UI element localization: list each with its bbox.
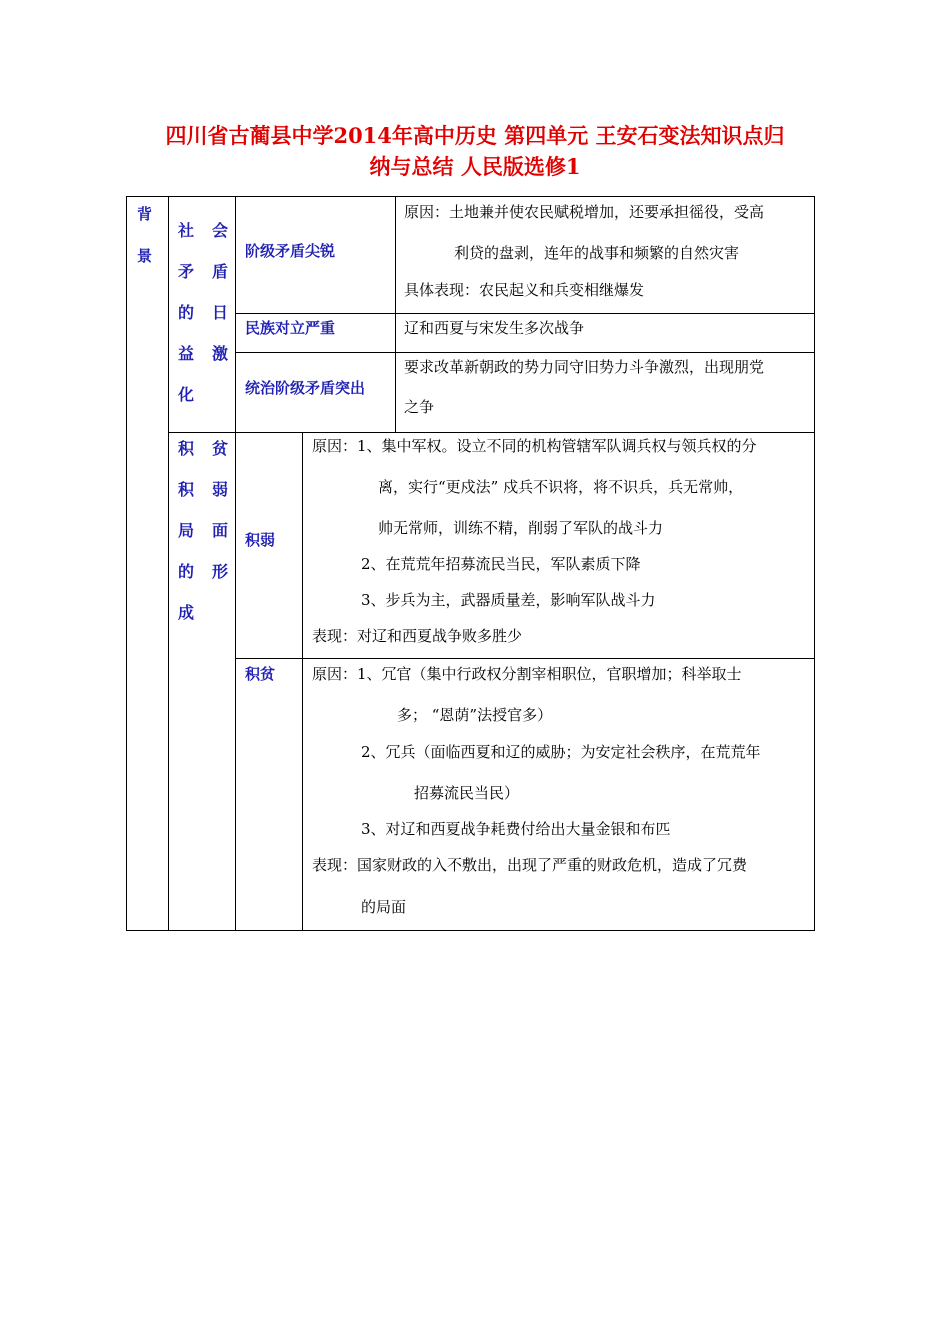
row-label-financial-poverty: 积贫: [245, 665, 276, 683]
content-line: 之争: [404, 398, 435, 416]
row-divider-2: [235, 352, 815, 353]
row-divider-3: [168, 432, 815, 433]
table-border-right: [814, 196, 815, 931]
category-pair: 益 激: [178, 344, 228, 363]
column-divider-2: [235, 196, 236, 931]
content-line: 帅无常师，训练不精，削弱了军队的战斗力: [378, 519, 664, 537]
content-line: 原因：1、冗官（集中行政权分割宰相职位，官职增加；科举取士: [312, 665, 742, 683]
row-divider-4: [235, 658, 815, 659]
row-divider-1: [235, 313, 815, 314]
category-pair: 局 面: [178, 521, 228, 540]
document-title: [120, 120, 830, 182]
table-border-left: [126, 196, 127, 931]
category-pair: 的 日: [178, 303, 228, 322]
column-divider-1: [168, 196, 169, 931]
content-line: 要求改革新朝政的势力同守旧势力斗争激烈，出现朋党: [404, 358, 765, 376]
title-line-1: 四川省古蔺县中学2014年高中历史 第四单元 王安石变法知识点归: [165, 123, 785, 148]
table-border-bottom: [126, 930, 815, 931]
background-char: 背: [137, 205, 153, 223]
category-pair: 矛 盾: [178, 262, 228, 281]
category-pair: 化: [178, 385, 195, 404]
row-label-ruling-conflict: 统治阶级矛盾突出: [245, 379, 366, 397]
category-pair: 成: [178, 603, 195, 622]
table-border-top: [126, 196, 815, 197]
content-line: 表现：国家财政的入不敷出，出现了严重的财政危机，造成了冗费: [312, 856, 748, 874]
category-pair: 社 会: [178, 221, 228, 240]
row-label-class-conflict: 阶级矛盾尖锐: [245, 242, 336, 260]
title-line-2: 纳与总结 人民版选修1: [369, 154, 581, 179]
background-char: 景: [137, 247, 153, 265]
content-line: 表现：对辽和西夏战争败多胜少: [312, 627, 523, 645]
category-pair: 的 形: [178, 562, 228, 581]
content-line: 原因：1、集中军权。设立不同的机构管辖军队调兵权与领兵权的分: [312, 437, 757, 455]
content-line: 原因：土地兼并使农民赋税增加，还要承担徭役，受高: [404, 203, 765, 221]
column-divider-3-lower: [302, 432, 303, 931]
content-line: 3、步兵为主，武器质量差，影响军队战斗力: [361, 591, 656, 609]
background-label: [137, 204, 152, 266]
content-line: 多； “恩荫”法授官多）: [397, 706, 553, 724]
column-divider-3-upper: [395, 196, 396, 432]
content-line: 3、对辽和西夏战争耗费付给出大量金银和布匹: [361, 820, 671, 838]
content-line: 辽和西夏与宋发生多次战争: [404, 319, 585, 337]
content-line: 的局面: [361, 898, 407, 916]
row-label-ethnic-conflict: 民族对立严重: [245, 319, 336, 337]
category-pair: 积 贫: [178, 439, 228, 458]
content-line: 2、冗兵（面临西夏和辽的威胁；为安定社会秩序，在荒荒年: [361, 743, 761, 761]
row-label-military-weakness: 积弱: [245, 531, 276, 549]
category-pair: 积 弱: [178, 480, 228, 499]
content-line: 离，实行“更戍法” 戍兵不识将，将不识兵，兵无常帅，: [378, 478, 744, 496]
content-line: 招募流民当民）: [414, 784, 520, 802]
content-line: 2、在荒荒年招募流民当民，军队素质下降: [361, 555, 641, 573]
content-line: 具体表现：农民起义和兵变相继爆发: [404, 281, 645, 299]
content-line: 利贷的盘剥，连年的战事和频繁的自然灾害: [454, 244, 740, 262]
